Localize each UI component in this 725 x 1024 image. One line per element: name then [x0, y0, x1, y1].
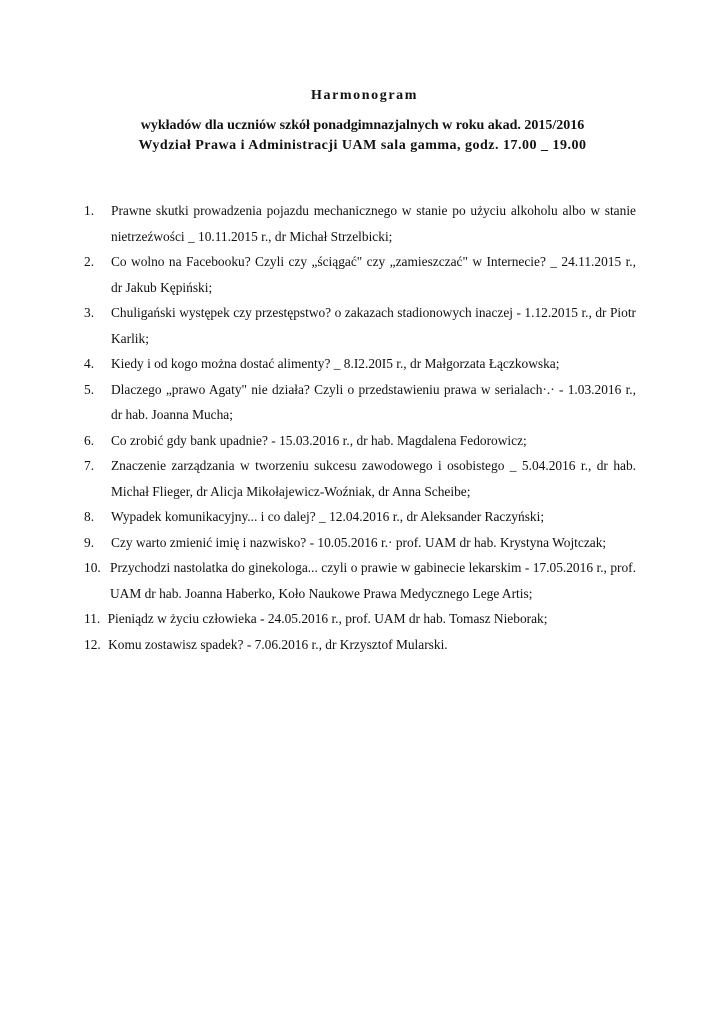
lecture-number: 7. [84, 458, 95, 473]
lecture-text: Znaczenie zarządzania w tworzeniu sukcesu zawodowego i osobistego _ 5.04.2016 r., dr hab. Michał Flieger, dr Alicja Mikołajewicz-Woźniak, dr Anna Scheibe; [111, 458, 636, 499]
lecture-number: 8. [84, 509, 95, 524]
lecture-number: 9. [84, 534, 95, 550]
lecture-number: 10. [84, 560, 101, 575]
lecture-number: 3. [84, 305, 95, 320]
lecture-text: Czy warto zmienić imię i nazwisko? - 10.05.2016 r.· prof. UAM dr hab. Krystyna Wojtczak; [111, 534, 607, 550]
lecture-number: 11. [84, 611, 101, 626]
document-subtitle-line-1: wykładów dla uczniów szkół ponadgimnazjalnych w roku akad. 2015/2016 [140, 118, 585, 133]
lecture-item [84, 249, 636, 300]
lecture-item [84, 377, 636, 428]
lecture-text: Dlaczego „prawo Agaty" nie działa? Czyli o przedstawieniu prawa w serialach·.· - 1.03.2016 r., dr hab. Joanna Mucha; [111, 381, 636, 422]
lecture-number: 12. [84, 636, 101, 652]
lecture-text: Wypadek komunikacyjny... i co dalej? _ 12.04.2016 r., dr Aleksander Raczyński; [111, 509, 545, 524]
lecture-number: 6. [84, 432, 95, 448]
lecture-text: Komu zostawisz spadek? - 7.06.2016 r., dr Krzysztof Mularski. [108, 636, 448, 652]
lecture-text: Przychodzi nastolatka do ginekologa... czyli o prawie w gabinecie lekarskim - 17.05.2016 r., prof. UAM dr hab. Joanna Haberko, Koło Naukowe Prawa Medycznego Lege Artis; [110, 560, 636, 601]
lecture-item [84, 606, 636, 632]
document-subtitle-line-2: Wydział Prawa i Administracji UAM sala gamma, godz. 17.00 _ 19.00 [138, 138, 587, 153]
lecture-number: 2. [84, 254, 95, 269]
lecture-item [84, 351, 636, 377]
lecture-item [84, 453, 636, 504]
lecture-item [84, 504, 636, 530]
lecture-text: Co wolno na Facebooku? Czyli czy „ściągać" czy „zamieszczać" w Internecie? _ 24.11.2015 r., dr Jakub Kępiński; [111, 254, 636, 295]
lecture-item [84, 632, 636, 658]
lecture-number: 5. [84, 381, 95, 397]
lecture-text: Kiedy i od kogo można dostać alimenty? _ 8.I2.20I5 r., dr Małgorzata Łączkowska; [111, 356, 560, 371]
lecture-list [84, 198, 636, 657]
document-title: Harmonogram [310, 88, 419, 103]
lecture-text: Chuligański występek czy przestępstwo? o zakazach stadionowych inaczej - 1.12.2015 r., dr Piotr Karlik; [111, 305, 636, 346]
lecture-item [84, 555, 636, 606]
lecture-number: 1. [84, 203, 95, 218]
lecture-item [84, 428, 636, 454]
lecture-number: 4. [84, 356, 95, 371]
lecture-text: Pieniądz w życiu człowieka - 24.05.2016 r., prof. UAM dr hab. Tomasz Nieborak; [107, 611, 548, 626]
lecture-text: Prawne skutki prowadzenia pojazdu mechanicznego w stanie po użyciu alkoholu albo w stanie nietrzeźwości _ 10.11.2015 r., dr Michał Strzelbicki; [111, 203, 636, 244]
lecture-text: Co zrobić gdy bank upadnie? - 15.03.2016 r., dr hab. Magdalena Fedorowicz; [111, 432, 527, 448]
lecture-item [84, 198, 636, 249]
document-header [0, 86, 725, 156]
lecture-item [84, 530, 636, 556]
lecture-item [84, 300, 636, 351]
